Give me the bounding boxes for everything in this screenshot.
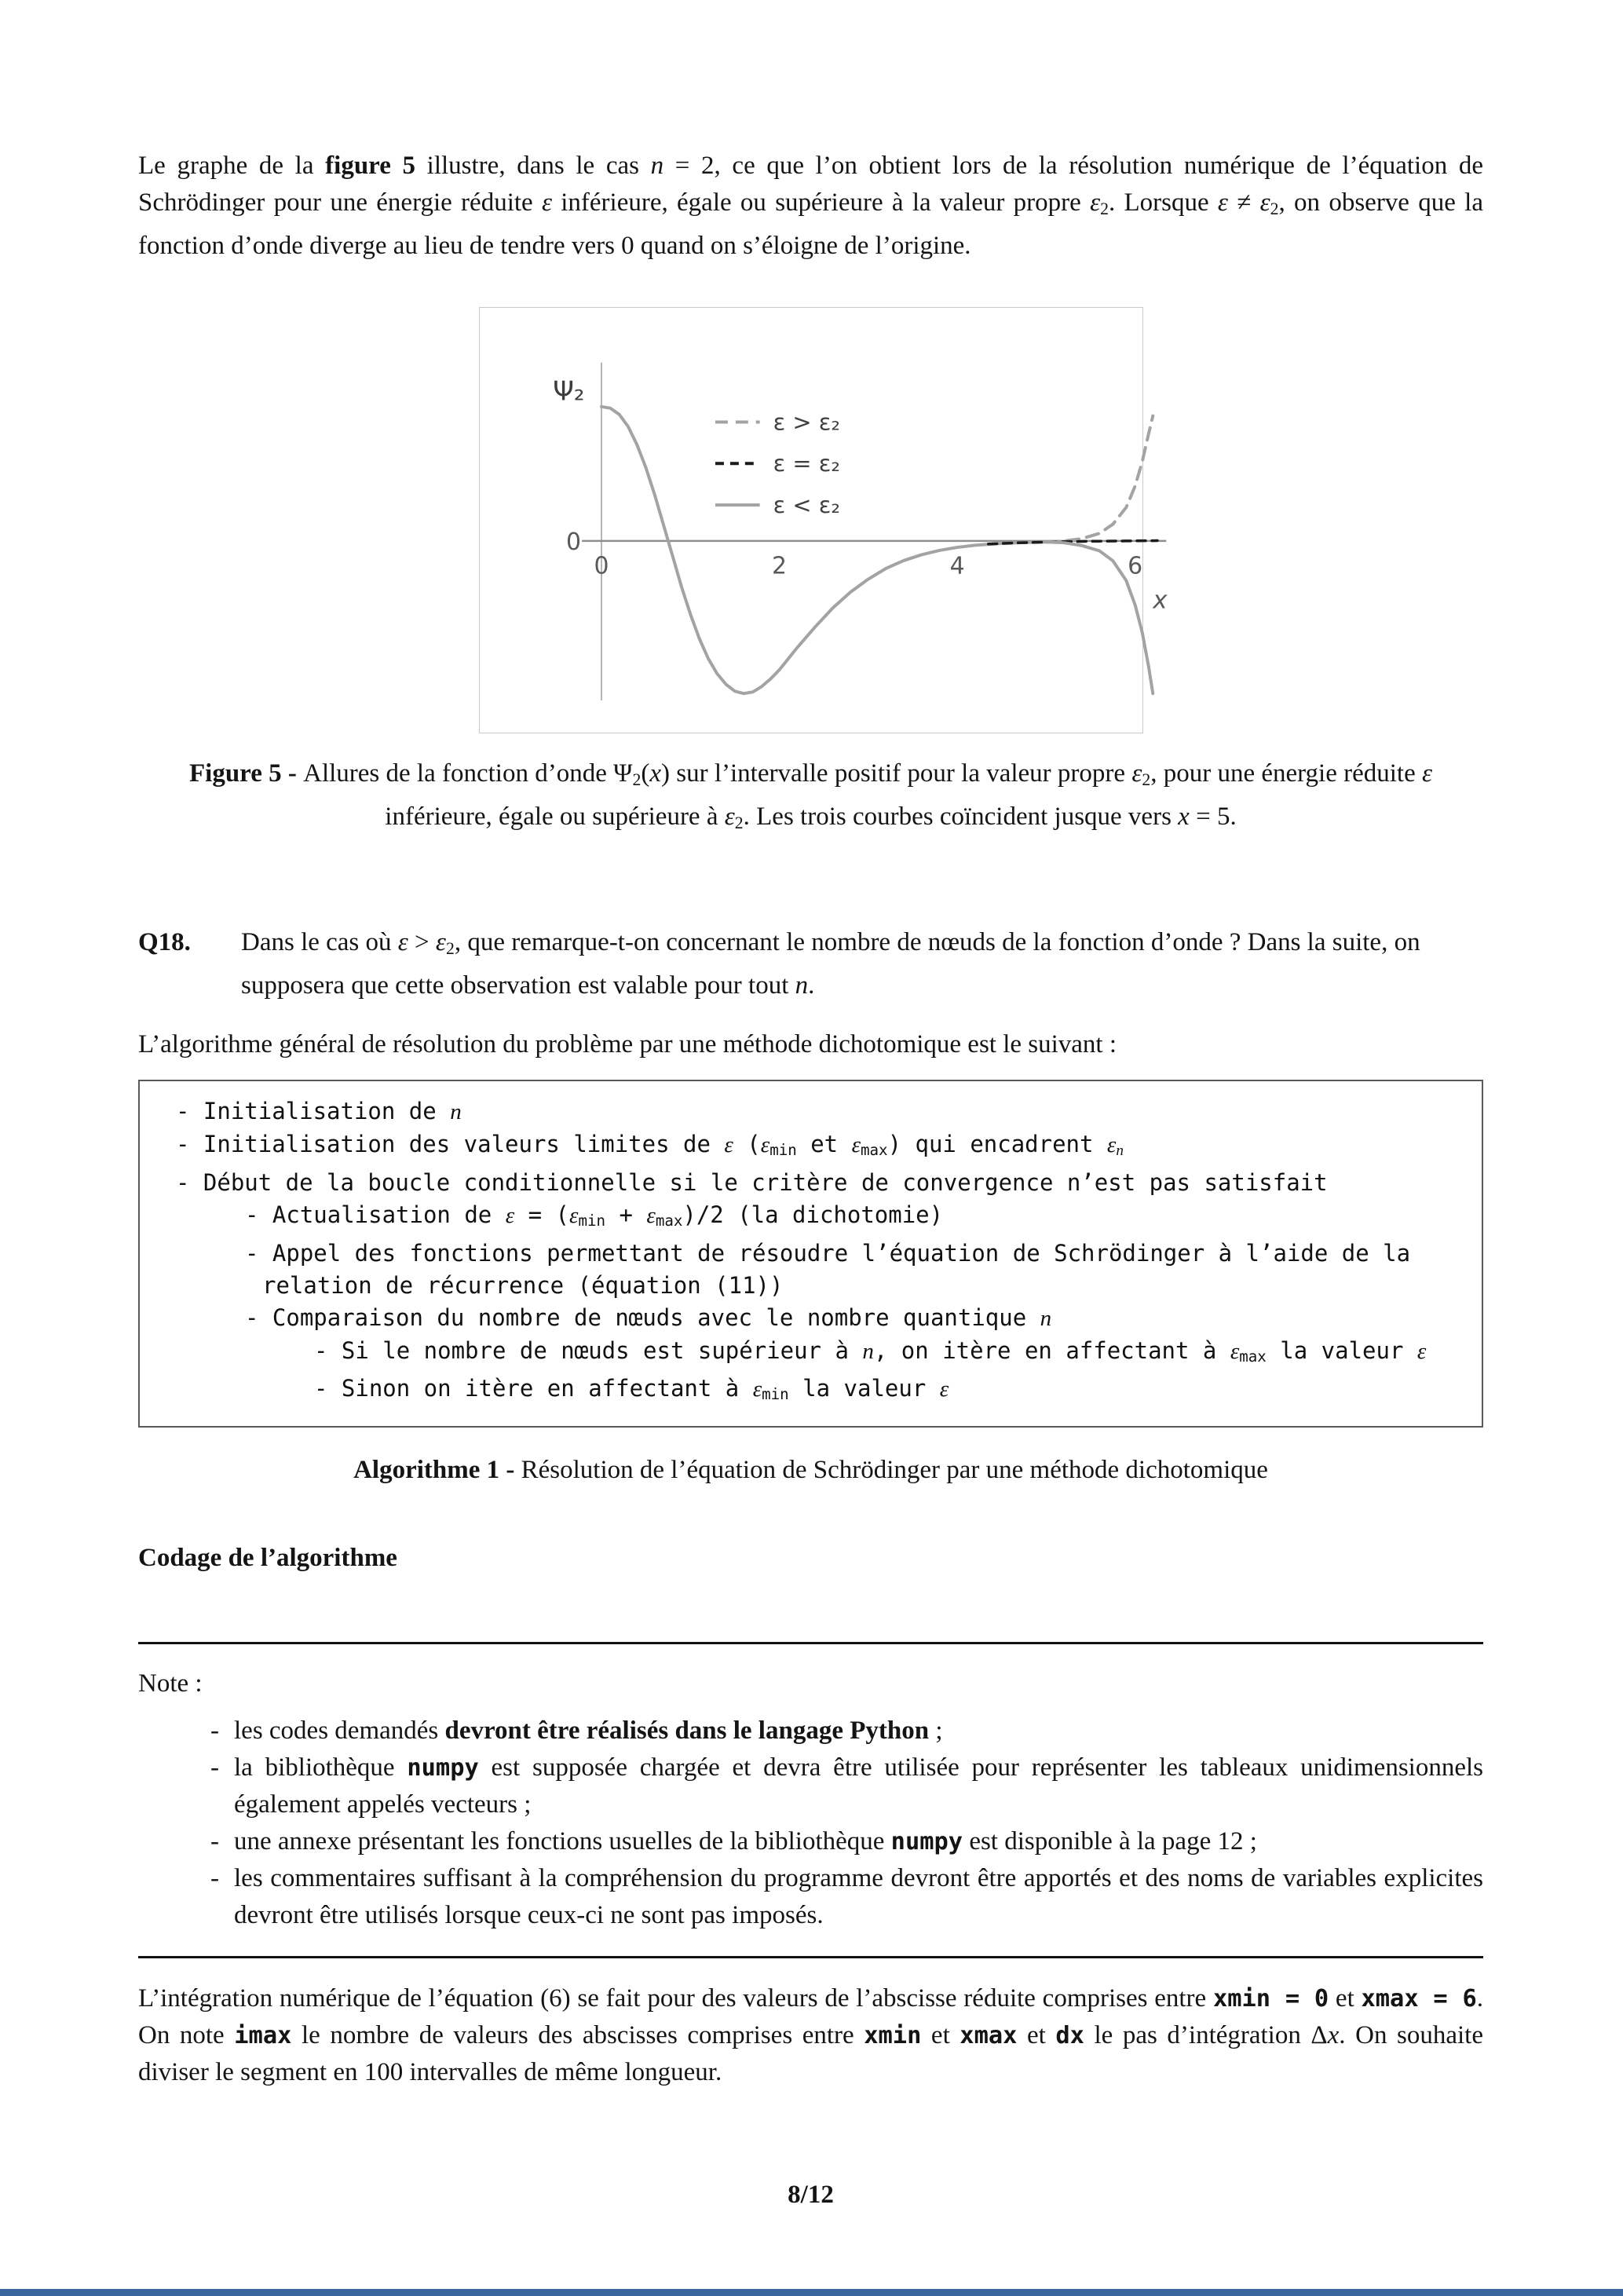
curve-epsilon-greater: [1046, 415, 1153, 542]
page-number: 8/12: [788, 2180, 834, 2209]
text-run: n: [1116, 1143, 1124, 1160]
text-run: et: [1329, 1983, 1362, 2013]
text-run: ε: [646, 1203, 656, 1229]
text-run: ε: [569, 1203, 579, 1229]
text-run: la bibliothèque: [234, 1753, 408, 1782]
text-run: illustre, dans le cas: [415, 152, 651, 180]
text-run: - Début de la boucle conditionnelle si le critère de convergence n’est pas satisfait: [176, 1169, 1328, 1197]
x-tick-label: 2: [771, 552, 787, 580]
bullet-dash: -: [210, 1753, 219, 1782]
algo-line: [159, 1238, 1466, 1270]
text-run: = (: [514, 1201, 570, 1229]
list-item: [210, 1860, 1483, 1934]
text-run: et: [1017, 2020, 1056, 2049]
text-run: figure 5: [325, 152, 416, 180]
list-item-text: [234, 1713, 1483, 1749]
text-run: et: [796, 1131, 852, 1158]
text-run: n: [1040, 1305, 1052, 1331]
text-run: xmax: [960, 2021, 1018, 2049]
text-run: n: [650, 152, 664, 180]
list-item-text: [234, 1749, 1483, 1823]
list-item: [210, 1823, 1483, 1860]
text-run: min: [769, 1141, 797, 1160]
legend-label: ε > ε₂: [773, 408, 840, 436]
text-run: ε: [851, 1132, 861, 1158]
text-run: >: [408, 928, 436, 957]
algo-line: [159, 1167, 1466, 1199]
x-tick-label: 4: [949, 552, 965, 580]
text-run: - Appel des fonctions permettant de résoudre l’équation de Schrödinger à l’aide de la: [245, 1239, 1411, 1267]
algo-line: [159, 1373, 1466, 1410]
note-label: Note :: [138, 1669, 203, 1698]
algo-line: [159, 1335, 1466, 1373]
text-run: ε: [397, 928, 408, 957]
list-item: [210, 1749, 1483, 1823]
bottom-edge-bar: [0, 2289, 1623, 2296]
text-run: Allures de la fonction d’onde Ψ: [303, 759, 633, 788]
divider-bottom: [138, 1956, 1483, 1958]
text-run: 2: [632, 770, 642, 789]
figure-caption: [138, 755, 1483, 842]
text-run: = 2, ce que l’on obtient lors de la résolution numérique de l’équation de Schrödinger pour une énergie réduite: [138, 152, 1483, 217]
text-run: - Initialisation des valeurs limites de: [176, 1131, 725, 1158]
text-run: (: [641, 759, 650, 788]
text-run: +: [605, 1201, 647, 1229]
list-item: [210, 1713, 1483, 1749]
text-run: max: [861, 1141, 888, 1160]
text-run: x: [1327, 2020, 1340, 2049]
algorithm-intro: [138, 1026, 1483, 1063]
x-tick-label: 0: [593, 552, 609, 580]
text-run: ε: [1131, 759, 1142, 788]
y-zero-label: 0: [565, 528, 581, 556]
text-run: )/2 (la dichotomie): [682, 1201, 944, 1229]
integration-paragraph: [138, 1980, 1483, 2091]
text-run: = 5.: [1189, 802, 1237, 831]
text-run: devront être réalisés dans le langage Python: [444, 1716, 930, 1745]
text-run: n: [862, 1338, 874, 1364]
figure-5: [479, 307, 1168, 733]
text-run: ;: [929, 1716, 943, 1745]
text-run: , que remarque-t-on concernant le nombre de nœuds de la fonction d’onde ? Dans la suite, on supposera que cette observation est valable pour tout: [241, 928, 1420, 1000]
text-run: ) sur l’intervalle positif pour la valeur propre: [661, 759, 1132, 788]
text-run: 2: [734, 813, 744, 832]
bullet-dash: -: [210, 1826, 219, 1855]
section-heading-codage: Codage de l’algorithme: [138, 1543, 397, 1572]
text-run: xmin: [864, 2021, 922, 2049]
text-run: les codes demandés: [234, 1716, 445, 1745]
text-run: Dans le cas où: [241, 928, 398, 957]
text-run: la valeur: [1266, 1336, 1417, 1364]
list-item-text: [234, 1823, 1483, 1860]
x-axis-title: x: [1152, 586, 1168, 615]
text-run: ε: [1416, 1338, 1427, 1364]
bullet-dash: -: [210, 1863, 219, 1892]
text-run: n: [450, 1099, 462, 1125]
text-run: numpy: [890, 1827, 963, 1855]
text-run: . On note: [138, 1983, 1483, 2049]
text-run: ε: [1106, 1132, 1117, 1158]
text-run: les commentaires suffisant à la compréhension du programme devront être apportés et des noms de variables explicites devront être utilisés lorsque ceux-ci ne sont pas imposés.: [234, 1863, 1483, 1929]
algo-line: [159, 1199, 1466, 1237]
text-run: - Si le nombre de nœuds est supérieur à: [314, 1336, 863, 1364]
text-run: 2: [445, 939, 455, 959]
text-run: ε: [760, 1132, 770, 1158]
text-run: ε: [1230, 1338, 1240, 1364]
text-run: xmin = 0: [1212, 1984, 1329, 2013]
text-run: L’algorithme général de résolution du problème par une méthode dichotomique est le suivant :: [138, 1030, 1117, 1059]
text-run: x: [1178, 802, 1190, 831]
text-run: ε: [724, 1132, 733, 1158]
text-run: la valeur: [788, 1374, 940, 1402]
text-run: - Actualisation de: [245, 1201, 506, 1229]
text-run: Algorithme 1 -: [353, 1455, 521, 1484]
text-run: ≠: [1227, 188, 1260, 217]
legend-label: ε = ε₂: [773, 450, 840, 477]
text-run: min: [762, 1384, 789, 1403]
algorithm-caption: [138, 1452, 1483, 1489]
text-run: xmax = 6: [1361, 1984, 1477, 2013]
text-run: L’intégration numérique de l’équation (6) se fait pour des valeurs de l’abscisse réduite comprises entre: [138, 1983, 1213, 2013]
text-run: ε: [1259, 188, 1270, 217]
text-run: le nombre de valeurs des abscisses comprises entre: [291, 2020, 865, 2049]
text-run: Le graphe de la: [138, 152, 326, 180]
algo-line: [159, 1095, 1466, 1128]
text-run: est supposée chargée et devra être utilisée pour représenter les tableaux unidimensionnels également appelés vecteurs ;: [234, 1753, 1483, 1819]
list-item-text: [234, 1860, 1483, 1934]
text-run: ε: [1421, 759, 1432, 788]
text-run: max: [655, 1212, 683, 1230]
text-run: le pas d’intégration Δ: [1084, 2020, 1328, 2049]
text-run: - Sinon on itère en affectant à: [314, 1374, 753, 1402]
text-run: est disponible à la page 12 ;: [963, 1826, 1257, 1855]
question-label: Q18.: [138, 928, 191, 957]
x-tick-label: 6: [1127, 552, 1142, 580]
question-q18: [138, 924, 1483, 1004]
text-run: inférieure, égale ou supérieure à la valeur propre: [551, 188, 1091, 217]
text-run: 2: [1142, 770, 1151, 789]
text-run: n: [795, 971, 809, 1000]
text-run: .: [808, 971, 815, 1000]
text-run: , on itère en affectant à: [873, 1336, 1230, 1364]
text-run: 2: [1100, 199, 1109, 218]
text-run: . Les trois courbes coïncident jusque vers: [743, 802, 1179, 831]
algorithm-box: [138, 1080, 1483, 1428]
text-run: ε: [939, 1376, 949, 1402]
text-run: Figure 5 -: [189, 759, 304, 788]
text-run: dx: [1055, 2021, 1084, 2049]
algo-line: [159, 1302, 1466, 1335]
text-run: numpy: [407, 1753, 479, 1782]
text-run: ε: [541, 188, 552, 217]
text-run: ε: [1090, 188, 1101, 217]
text-run: une annexe présentant les fonctions usuelles de la bibliothèque: [234, 1826, 891, 1855]
algo-line: [159, 1270, 1466, 1302]
y-axis-title: Ψ₂: [552, 375, 584, 407]
note-list: [138, 1713, 1483, 1934]
divider-top: [138, 1642, 1483, 1644]
text-run: ε: [435, 928, 446, 957]
text-run: ε: [752, 1376, 762, 1402]
text-run: min: [578, 1212, 605, 1230]
legend-label: ε < ε₂: [773, 491, 840, 518]
algo-line: [159, 1128, 1466, 1167]
text-run: - Comparaison du nombre de nœuds avec le nombre quantique: [245, 1303, 1040, 1331]
text-run: , on observe que la fonction d’onde diverge au lieu de tendre vers 0 quand on s’éloigne de l’origine.: [138, 188, 1483, 260]
question-text: [241, 924, 1483, 1004]
text-run: . Lorsque: [1108, 188, 1218, 217]
text-run: . On souhaite diviser le segment en 100 intervalles de même longueur.: [138, 2020, 1483, 2086]
text-run: (: [733, 1131, 761, 1158]
text-run: et: [921, 2020, 960, 2049]
text-run: 2: [1270, 199, 1279, 218]
text-run: ε: [1217, 188, 1228, 217]
text-run: Résolution de l’équation de Schrödinger par une méthode dichotomique: [521, 1455, 1268, 1484]
text-run: , pour une énergie réduite: [1150, 759, 1422, 788]
intro-paragraph: [138, 148, 1483, 265]
text-run: ε: [505, 1203, 515, 1229]
text-run: - Initialisation de: [176, 1098, 451, 1125]
text-run: relation de récurrence (équation (11)): [262, 1271, 784, 1299]
text-run: x: [649, 759, 661, 788]
text-run: max: [1239, 1347, 1267, 1366]
text-run: inférieure, égale ou supérieure à: [385, 802, 725, 831]
text-run: imax: [234, 2021, 292, 2049]
text-run: ε: [724, 802, 735, 831]
bullet-dash: -: [210, 1716, 219, 1745]
wavefunction-plot: [480, 308, 1168, 733]
text-run: ) qui encadrent: [887, 1131, 1107, 1158]
